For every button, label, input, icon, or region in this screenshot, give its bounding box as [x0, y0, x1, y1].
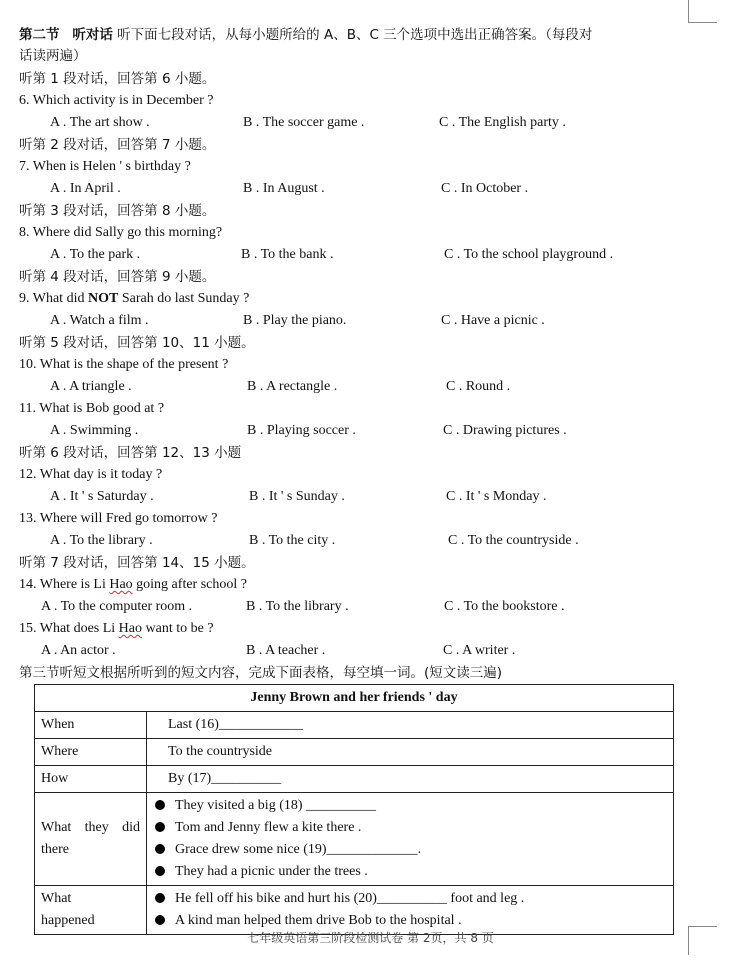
option-9a: A . Watch a film . [50, 313, 149, 328]
question-7: 7. When is Helen ' s birthday ? [19, 159, 191, 174]
option-7c: C . In October . [441, 181, 529, 196]
group-header: 听第 2 段对话，回答第 7 小题。 [19, 137, 216, 153]
question-12: 12. What day is it today ? [19, 467, 163, 482]
table-header-row [35, 685, 674, 712]
question-13: 13. Where will Fred go tomorrow ? [19, 511, 218, 526]
bullet-icon [155, 893, 165, 903]
row-label: Where [35, 739, 147, 766]
list-item-text: They visited a big (18) __________ [175, 798, 377, 813]
bullet-icon [155, 800, 165, 810]
option-14a: A . To the computer room . [41, 599, 193, 614]
bullet-icon [155, 915, 165, 925]
question-9 [19, 289, 249, 309]
row-value: Last (16)____________ [147, 712, 674, 739]
list-item-text: Tom and Jenny flew a kite there . [175, 820, 362, 835]
option-12b: B . It ' s Sunday . [249, 489, 345, 504]
group-header: 听第 7 段对话，回答第 14、15 小题。 [19, 555, 255, 571]
row-value [147, 793, 674, 886]
spellcheck-word: Hao [118, 621, 142, 636]
list-item [155, 839, 667, 861]
option-15a: A . An actor . [41, 643, 116, 658]
list-item-text: They had a picnic under the trees . [175, 864, 368, 879]
option-6b: B . The soccer game . [243, 115, 365, 130]
option-15b: B . A teacher . [246, 643, 326, 658]
group-header: 听第 5 段对话，回答第 10、11 小题。 [19, 335, 255, 351]
question-15 [19, 619, 214, 639]
option-7a: A . In April . [50, 181, 121, 196]
option-8a: A . To the park . [50, 247, 141, 262]
option-8b: B . To the bank . [241, 247, 334, 262]
option-10b: B . A rectangle . [247, 379, 338, 394]
group-header: 听第 4 段对话，回答第 9 小题。 [19, 269, 216, 285]
option-15c: C . A writer . [443, 643, 516, 658]
row-label: When [35, 712, 147, 739]
question-text: want to be ? [142, 621, 214, 636]
row-label-line: there [41, 842, 69, 857]
option-13a: A . To the library . [50, 533, 153, 548]
option-12a: A . It ' s Saturday . [50, 489, 154, 504]
group-header: 听第 3 段对话，回答第 8 小题。 [19, 203, 216, 219]
option-9b: B . Play the piano. [243, 313, 347, 328]
row-label-line: happened [41, 913, 95, 928]
question-text: going after school ? [132, 577, 247, 592]
option-7b: B . In August . [243, 181, 325, 196]
option-13b: B . To the city . [249, 533, 336, 548]
table-title: Jenny Brown and her friends ' day [35, 685, 674, 712]
option-10c: C . Round . [446, 379, 511, 394]
list-item [155, 795, 667, 817]
answer-table [34, 684, 674, 935]
row-label [35, 886, 147, 935]
question-6: 6. Which activity is in December ? [19, 93, 214, 108]
list-item [155, 817, 667, 839]
group-header: 听第 1 段对话，回答第 6 小题。 [19, 71, 216, 87]
row-label: How [35, 766, 147, 793]
table-row [35, 886, 674, 935]
bullet-icon [155, 844, 165, 854]
option-11c: C . Drawing pictures . [443, 423, 567, 438]
question-11: 11. What is Bob good at ? [19, 401, 165, 416]
question-text: 15. What does Li [19, 621, 119, 636]
option-9c: C . Have a picnic . [441, 313, 545, 328]
question-emphasis: NOT [87, 291, 119, 306]
option-14b: B . To the library . [246, 599, 349, 614]
section2-heading [19, 25, 592, 45]
table-row [35, 712, 674, 739]
bullet-icon [155, 866, 165, 876]
section2-instruction: 听下面七段对话，从每小题所给的 A、B、C 三个选项中选出正确答案。（每段对 [117, 27, 593, 43]
option-11a: A . Swimming . [50, 423, 139, 438]
question-text: Sarah do last Sunday ? [118, 291, 250, 306]
question-text: 9. What did [19, 291, 88, 306]
list-item-text: He fell off his bike and hurt his (20)__________ foot and leg . [175, 891, 525, 906]
option-6c: C . The English party . [439, 115, 566, 130]
bullet-icon [155, 822, 165, 832]
question-10: 10. What is the shape of the present ? [19, 357, 229, 372]
table-row [35, 793, 674, 886]
option-8c: C . To the school playground . [444, 247, 614, 262]
row-label [35, 793, 147, 886]
row-value [147, 886, 674, 935]
list-item-text: Grace drew some nice (19)_____________. [175, 842, 422, 857]
option-6a: A . The art show . [50, 115, 150, 130]
table-row [35, 766, 674, 793]
question-14 [19, 575, 247, 595]
list-item [155, 861, 667, 883]
section2-label: 第二节 [19, 27, 60, 43]
option-14c: C . To the bookstore . [444, 599, 565, 614]
question-text: 14. Where is Li [19, 577, 110, 592]
section2-title: 听对话 [72, 27, 113, 43]
option-10a: A . A triangle . [50, 379, 132, 394]
row-value: To the countryside [147, 739, 674, 766]
section2-instruction-cont: 话读两遍） [19, 48, 87, 64]
option-13c: C . To the countryside . [448, 533, 579, 548]
crop-mark-top-right [688, 0, 717, 23]
list-item-text: A kind man helped them drive Bob to the hospital . [175, 913, 462, 928]
section3-instruction: 第三节听短文根据所听到的短文内容，完成下面表格，每空填一词。(短文读三遍) [19, 665, 503, 681]
option-12c: C . It ' s Monday . [446, 489, 547, 504]
page-footer: 七年级英语第三阶段检测试卷 第 2页，共 8 页 [247, 931, 494, 945]
row-value: By (17)__________ [147, 766, 674, 793]
spellcheck-word: Hao [109, 577, 133, 592]
list-item [155, 888, 667, 910]
group-header: 听第 6 段对话，回答第 12、13 小题 [19, 445, 242, 461]
table-row [35, 739, 674, 766]
question-8: 8. Where did Sally go this morning? [19, 225, 223, 240]
row-label-line: What [41, 891, 72, 906]
option-11b: B . Playing soccer . [247, 423, 356, 438]
row-label-line: What they did [41, 820, 140, 835]
